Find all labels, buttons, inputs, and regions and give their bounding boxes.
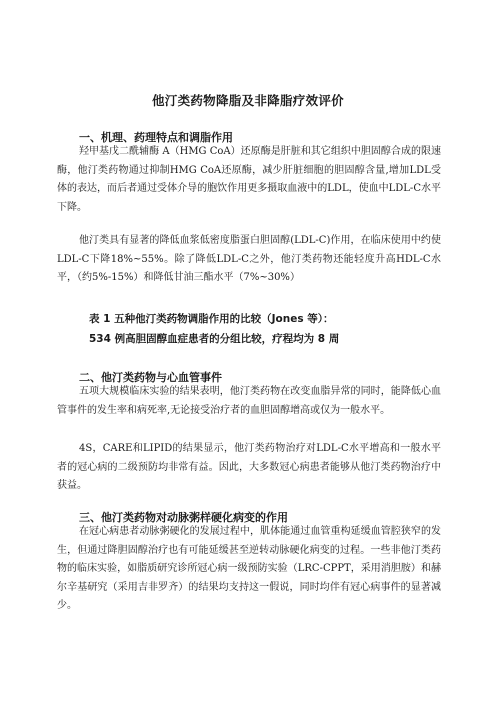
paragraph-lipid-effect: 他汀类具有显著的降低血浆低密度脂蛋白胆固醇(LDL-C)作用，在临床使用中约使LDL-C下降18%~55%。除了降低LDL-C之外，他汀类药物还能轻度升高HDL-C水平，（约5%-15%）和降低甘油三酯水平（7%~30%） (57, 235, 441, 283)
table-caption-line-2: 534 例高胆固醇血症患者的分组比较，疗程均为 8 周 (89, 333, 340, 345)
paragraph-clinical-trials: 五项大规模临床实验的结果表明，他汀类药物在改变血脂异常的同时，能降低心血管事件的发生率和病死率,无论接受治疗者的血胆固醇增高或仅为一般水平。 (57, 386, 441, 416)
section-heading-mechanism: 一、机理、药理特点和调脂作用 (79, 131, 233, 144)
section-heading-cardiovascular-events: 二、他汀类药物与心血管事件 (79, 371, 222, 384)
paragraph-atherosclerosis: 在冠心病患者动脉粥硬化的发展过程中，肌体能通过血管重构延缓血管腔狭窄的发生，但通过降胆固醇治疗也有可能延缓甚至逆转动脉硬化病变的过程。一些非他汀类药物的临床实验，如脂质研究诊所冠心病一级预防实验（LRC-CPPT，采用消胆胺）和赫尔辛基研究（采用吉非罗齐）的结果均支持这一假说，同时均伴有冠心病事件的显著减少。 (57, 526, 441, 611)
document-title: 他汀类药物降脂及非降脂疗效评价 (151, 93, 344, 108)
paragraph-secondary-prevention: 4S，CARE和LIPID的结果显示，他汀类药物治疗对LDL-C水平增高和一般水平者的冠心病的二级预防均非常有益。因此，大多数冠心病患者能够从他汀类药物治疗中获益。 (57, 443, 441, 491)
section-heading-atherosclerosis: 三、他汀类药物对动脉粥样硬化病变的作用 (79, 511, 288, 524)
paragraph-mechanism: 羟甲基戊二酰辅酶 A（HMG CoA）还原酶是肝脏和其它组织中胆固醇合成的限速酶，他汀类药物通过抑制HMG CoA还原酶，减少肝脏细胞的胆固醇含量,增加LDL受体的表达，而后者通过受体介导的胞饮作用更多摄取血液中的LDL，使血中LDL-C水平下降。 (57, 146, 441, 213)
table-caption-line-1: 表 1 五种他汀类药物调脂作用的比较（Jones 等）： (89, 313, 334, 325)
